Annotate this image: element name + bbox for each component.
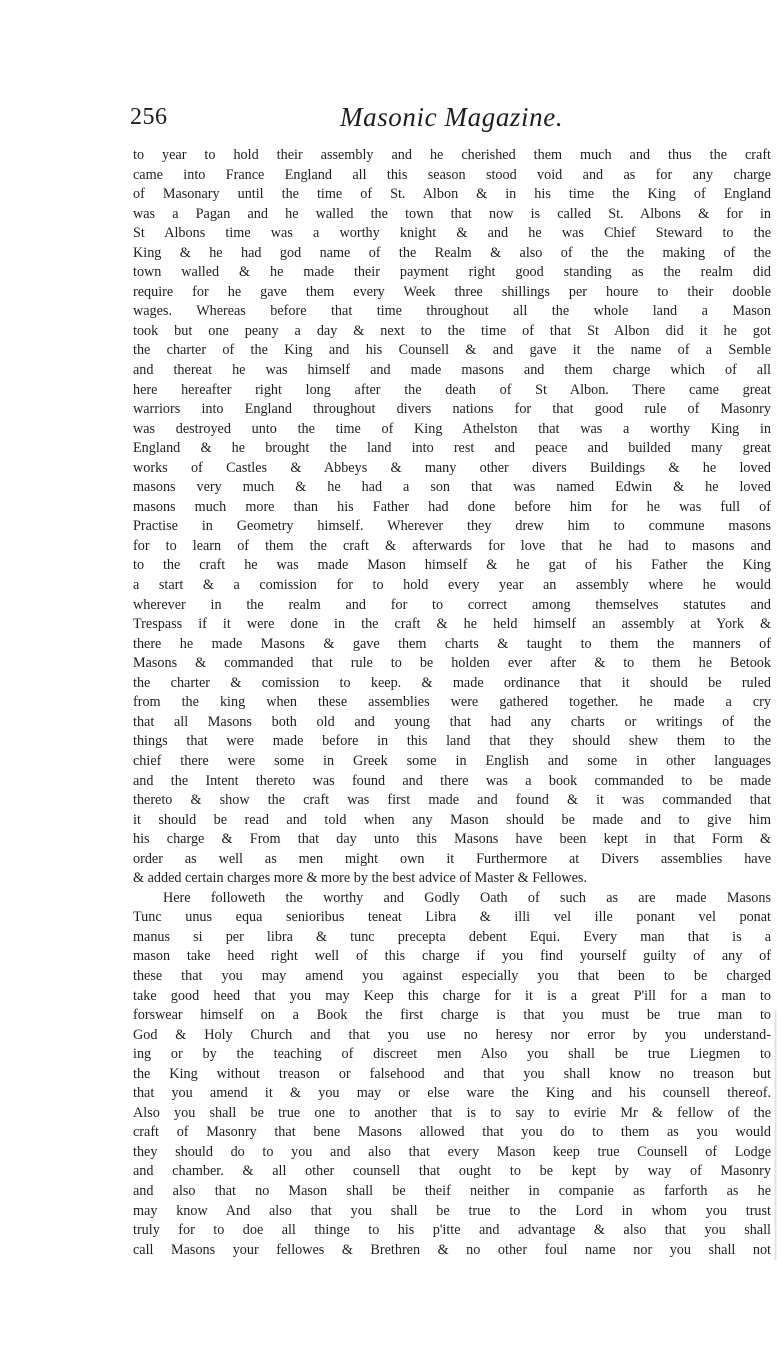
text-line: Trespass if it were done in the craft & he held himself an assembly at York &: [133, 616, 771, 633]
text-line: wherever in the realm and for to correct among themselves statutes and: [133, 596, 771, 613]
text-line: came into France England all this season stood void and as for any charge: [133, 166, 771, 183]
text-line: works of Castles & Abbeys & many other divers Buildings & he loved: [133, 459, 771, 476]
text-line: and chamber. & all other counsell that ought to be kept by way of Masonry: [133, 1163, 771, 1180]
text-line: Also you shall be true one to another that is to say to evirie Mr & fellow of the: [133, 1104, 771, 1121]
text-line: craft of Masonry that bene Masons allowed that you do to them as you would: [133, 1124, 771, 1141]
text-line: God & Holy Church and that you use no heresy nor error by you understand-: [133, 1026, 771, 1043]
text-line: masons very much & he had a son that was named Edwin & he loved: [133, 479, 771, 496]
text-line: require for he gave them every Week three shillings per houre to their dooble: [133, 283, 771, 300]
text-line: these that you may amend you against especially you that been to be charged: [133, 967, 771, 984]
text-line: things that were made before in this land that they should shew them to the: [133, 733, 771, 750]
text-line: chief there were some in Greek some in English and some in other languages: [133, 752, 771, 769]
text-line: his charge & From that day unto this Masons have been kept in that Form &: [133, 831, 771, 848]
text-line: thereto & show the craft was first made and found & it was commanded that: [133, 792, 771, 809]
text-line: to year to hold their assembly and he cherished them much and thus the craft: [133, 147, 771, 163]
page-number: 256: [130, 104, 168, 130]
text-line: they should do to you and also that every Mason keep true Counsell of Lodge: [133, 1143, 771, 1160]
text-line: was a Pagan and he walled the town that now is called St. Albons & for in: [133, 205, 771, 222]
text-line: & added certain charges more & more by the best advice of Master & Fellowes.: [133, 870, 587, 887]
text-line: was destroyed unto the time of King Athelston that was a worthy King in: [133, 420, 771, 437]
text-line: a start & a comission for to hold every year an assembly where he would: [133, 577, 771, 594]
body-text: [133, 146, 771, 1260]
text-line: that all Masons both old and young that had any charts or writings of the: [133, 713, 771, 730]
text-line: the charter of the King and his Counsell & and gave it the name of a Semble: [133, 342, 771, 359]
text-line: the charter & comission to keep. & made ordinance that it should be ruled: [133, 674, 771, 691]
text-line: mason take heed right well of this charge if you find yourself guilty of any of: [133, 948, 771, 965]
text-line: masons much more than his Father had done before him for he was full of: [133, 498, 771, 515]
running-head: [130, 100, 770, 134]
text-line: manus si per libra & tunc precepta debent Equi. Every man that is a: [133, 928, 771, 945]
text-line: truly for to doe all thinge to his p'itte and advantage & also that you shall: [133, 1222, 771, 1239]
text-line: here hereafter right long after the death of St Albon. There came great: [133, 381, 771, 398]
text-line: Tunc unus equa senioribus teneat Libra & illi vel ille ponant vel ponat: [133, 909, 771, 926]
text-line: that you amend it & you may or else ware the King and his counsell thereof.: [133, 1085, 771, 1102]
text-line: order as well as men might own it Furthermore at Divers assemblies have: [133, 850, 771, 867]
text-line: the King without treason or falsehood and that you shall know no treason but: [133, 1065, 771, 1082]
text-line: England & he brought the land into rest and peace and builded many great: [133, 440, 771, 457]
text-line: and thereat he was himself and made masons and them charge which of all: [133, 362, 771, 379]
text-line: town walled & he made their payment right good standing as the realm did: [133, 264, 771, 281]
text-line: King & he had god name of the Realm & also of the the making of the: [133, 244, 771, 261]
text-line: and the Intent thereto was found and there was a book commanded to be made: [133, 772, 771, 789]
text-line: wages. Whereas before that time throughout all the whole land a Mason: [133, 303, 771, 320]
text-line: may know And also that you shall be true to the Lord in whom you trust: [133, 1202, 771, 1219]
text-line: from the king when these assemblies were gathered together. he made a cry: [133, 694, 771, 711]
text-line: Here followeth the worthy and Godly Oath of such as are made Masons: [163, 889, 771, 906]
text-line: there he made Masons & gave them charts & taught to them the manners of: [133, 635, 771, 652]
text-line: call Masons your fellowes & Brethren & no other foul name nor you shall not: [133, 1241, 771, 1258]
scan-edge-shadow: [774, 1010, 777, 1260]
text-line: it should be read and told when any Mason should be made and to give him: [133, 811, 771, 828]
text-line: warriors into England throughout divers nations for that good rule of Masonry: [133, 401, 771, 418]
text-line: of Masonary until the time of St. Albon & in his time the King of England: [133, 186, 771, 203]
text-line: forswear himself on a Book the first charge is that you must be true man to: [133, 1007, 771, 1024]
text-line: take good heed that you may Keep this charge for it is a great P'ill for a man to: [133, 987, 771, 1004]
text-line: St Albons time was a worthy knight & and he was Chief Steward to the: [133, 225, 771, 242]
text-line: to the craft he was made Mason himself & he gat of his Father the King: [133, 557, 771, 574]
text-line: Practise in Geometry himself. Wherever they drew him to commune masons: [133, 518, 771, 535]
text-line: Masons & commanded that rule to be holden ever after & to them he Betook: [133, 655, 771, 672]
text-line: took but one peany a day & next to the time of that St Albon did it he got: [133, 322, 771, 339]
journal-title: Masonic Magazine.: [340, 102, 564, 132]
text-line: for to learn of them the craft & afterwards for love that he had to masons and: [133, 537, 771, 554]
text-line: and also that no Mason shall be theif neither in companie as farforth as he: [133, 1182, 771, 1199]
text-line: ing or by the teaching of discreet men Also you shall be true Liegmen to: [133, 1046, 771, 1063]
